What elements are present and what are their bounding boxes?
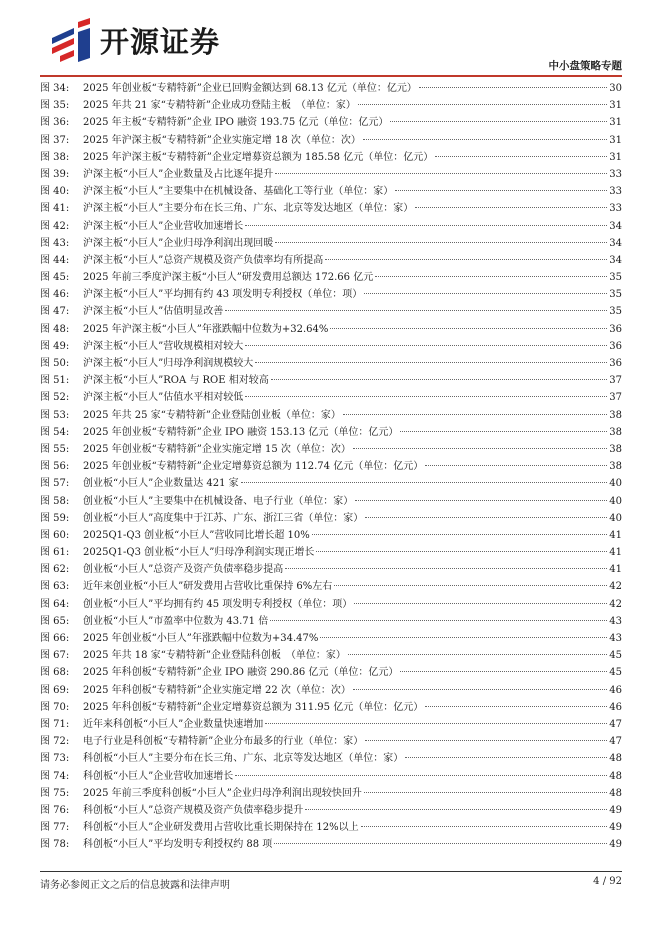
toc-dot-leader: [425, 465, 607, 466]
toc-dot-leader: [353, 689, 607, 690]
toc-figure-number: 图 35:: [40, 100, 70, 112]
toc-figure-title: 沪深主板“小巨人”归母净利润规模较大: [83, 358, 254, 369]
toc-figure-title: 2025 年科创板“专精特新”企业定增募资总额为 311.95 亿元（单位：亿元）: [83, 701, 424, 713]
toc-entry[interactable]: [40, 321, 622, 338]
toc-figure-number: 图 38:: [40, 151, 70, 163]
toc-page-number: 34: [609, 237, 622, 249]
toc-dot-leader: [419, 87, 607, 88]
toc-dot-leader: [364, 293, 607, 294]
toc-figure-title: 2025 年沪深主板“专精特新”企业实施定增 18 次（单位：次）: [83, 134, 361, 146]
toc-dot-leader: [312, 534, 608, 535]
toc-figure-title: 沪深主板“小巨人”主要分布在长三角、广东、北京等发达地区（单位：家）: [83, 203, 414, 215]
toc-figure-number: 图 69:: [40, 684, 70, 696]
toc-figure-number: 图 66:: [40, 633, 70, 644]
toc-dot-leader: [316, 551, 607, 552]
toc-figure-title: 2025 年科创板“专精特新”企业 IPO 融资 290.86 亿元（单位：亿元）: [83, 667, 399, 679]
toc-figure-title: 2025 年科创板“专精特新”企业实施定增 22 次（单位：次）: [83, 684, 351, 696]
toc-dot-leader: [355, 500, 607, 501]
toc-figure-title: 科创板“小巨人”总资产规模及资产负债率稳步提升: [83, 804, 304, 816]
toc-dot-leader: [395, 190, 607, 191]
toc-entry[interactable]: [40, 166, 622, 183]
toc-figure-title: 2025 年主板“专精特新”企业 IPO 融资 193.75 亿元（单位：亿元）: [83, 117, 389, 129]
toc-page-number: 41: [609, 547, 622, 559]
toc-entry[interactable]: [40, 819, 622, 836]
toc-page-number: 33: [609, 203, 622, 215]
toc-figure-number: 图 54:: [40, 426, 70, 438]
toc-entry[interactable]: [40, 149, 622, 166]
toc-dot-leader: [358, 104, 607, 105]
toc-figure-title: 2025 年创业板“专精特新”企业定增募资总额为 112.74 亿元（单位：亿元）: [83, 461, 424, 473]
toc-entry[interactable]: [40, 475, 622, 492]
toc-figure-title: 2025 年前三季度科创板“小巨人”企业归母净利润出现较快回升: [83, 787, 362, 799]
toc-dot-leader: [334, 585, 607, 586]
toc-dot-leader: [245, 396, 607, 397]
toc-entry[interactable]: [40, 424, 622, 441]
toc-figure-number: 图 44:: [40, 254, 70, 266]
toc-figure-number: 图 53:: [40, 409, 70, 421]
toc-entry[interactable]: [40, 269, 622, 286]
toc-figure-number: 图 73:: [40, 753, 70, 765]
toc-figure-title: 沪深主板“小巨人”企业数量及占比逐年提升: [83, 168, 274, 180]
toc-dot-leader: [364, 792, 607, 793]
toc-figure-number: 图 76:: [40, 804, 70, 816]
toc-page-number: 31: [609, 151, 622, 163]
toc-page-number: 31: [609, 100, 622, 112]
toc-page-number: 38: [609, 461, 622, 473]
toc-figure-number: 图 51:: [40, 375, 70, 387]
toc-figure-number: 图 68:: [40, 667, 70, 679]
toc-figure-number: 图 74:: [40, 770, 70, 782]
toc-dot-leader: [325, 259, 607, 260]
toc-figure-number: 图 70:: [40, 701, 70, 713]
toc-entry[interactable]: [40, 699, 622, 716]
toc-dot-leader: [265, 723, 607, 724]
toc-figure-title: 沪深主板“小巨人”估值明显改善: [83, 306, 224, 318]
toc-dot-leader: [435, 156, 607, 157]
toc-figure-number: 图 62:: [40, 564, 70, 576]
toc-page-number: 36: [609, 340, 622, 352]
toc-figure-title: 创业板“小巨人”市盈率中位数为 43.71 倍: [83, 615, 269, 627]
toc-figure-number: 图 59:: [40, 512, 70, 524]
toc-dot-leader: [275, 242, 607, 243]
toc-figure-title: 沪深主板“小巨人”企业营收加速增长: [83, 220, 244, 232]
toc-figure-number: 图 46:: [40, 289, 70, 301]
toc-entry[interactable]: [40, 733, 622, 750]
toc-entry[interactable]: [40, 218, 622, 235]
toc-dot-leader: [305, 809, 607, 810]
toc-figure-number: 图 48:: [40, 323, 70, 335]
toc-figure-number: 图 58:: [40, 495, 70, 507]
toc-figure-number: 图 72:: [40, 736, 70, 748]
toc-entry[interactable]: [40, 802, 622, 819]
toc-dot-leader: [245, 225, 607, 226]
toc-dot-leader: [365, 517, 607, 518]
toc-page-number: 45: [609, 667, 622, 679]
toc-entry[interactable]: [40, 578, 622, 595]
toc-entry[interactable]: [40, 303, 622, 320]
toc-entry[interactable]: [40, 613, 622, 630]
toc-dot-leader: [365, 740, 607, 741]
toc-dot-leader: [400, 671, 607, 672]
toc-figure-title: 沪深主板“小巨人”总资产规模及资产负债率均有所提高: [83, 254, 324, 266]
toc-figure-number: 图 52:: [40, 392, 70, 404]
toc-page-number: 35: [609, 272, 622, 284]
toc-page-number: 41: [609, 529, 622, 541]
toc-page-number: 38: [609, 409, 622, 421]
toc-page-number: 40: [609, 512, 622, 524]
toc-figure-title: 2025 年沪深主板“专精特新”企业定增募资总额为 185.58 亿元（单位：亿元）: [83, 151, 434, 163]
toc-entry[interactable]: [40, 682, 622, 699]
toc-figure-title: 2025 年共 25 家“专精特新”企业登陆创业板（单位：家）: [83, 409, 341, 421]
toc-entry[interactable]: [40, 768, 622, 785]
toc-figure-title: 沪深主板“小巨人”平均拥有约 43 项发明专利授权（单位：项）: [83, 289, 363, 301]
toc-page-number: 45: [609, 650, 622, 662]
toc-figure-number: 图 50:: [40, 358, 70, 369]
toc-dot-leader: [320, 637, 607, 638]
toc-page-number: 49: [609, 822, 622, 834]
toc-page-number: 38: [609, 426, 622, 438]
toc-entry[interactable]: [40, 80, 622, 97]
toc-figure-title: 2025 年沪深主板“小巨人”年涨跌幅中位数为+32.64%: [83, 323, 329, 335]
toc-page-number: 36: [609, 358, 622, 369]
toc-figure-number: 图 71:: [40, 718, 70, 730]
toc-page-number: 42: [609, 581, 622, 593]
toc-dot-leader: [225, 310, 607, 311]
toc-figure-number: 图 63:: [40, 581, 70, 593]
toc-page-number: 36: [609, 323, 622, 335]
toc-page-number: 35: [609, 306, 622, 318]
toc-figure-title: 2025 年创业板“专精特新”企业实施定增 15 次（单位：次）: [83, 443, 351, 455]
toc-page-number: 35: [609, 289, 622, 301]
toc-entry[interactable]: [40, 458, 622, 475]
toc-figure-number: 图 34:: [40, 83, 70, 94]
toc-figure-number: 图 40:: [40, 186, 70, 198]
toc-figure-title: 2025 年共 18 家“专精特新”企业登陆科创板 （单位：家）: [83, 650, 346, 662]
toc-dot-leader: [354, 603, 607, 604]
toc-figure-title: 科创板“小巨人”主要分布在长三角、广东、北京等发达地区（单位：家）: [83, 753, 404, 765]
toc-figure-number: 图 37:: [40, 134, 70, 146]
toc-figure-number: 图 45:: [40, 272, 70, 284]
toc-entry[interactable]: [40, 647, 622, 664]
toc-page-number: 31: [609, 117, 622, 129]
toc-page-number: 49: [609, 839, 622, 851]
figure-table-of-contents: [40, 80, 622, 853]
toc-entry[interactable]: [40, 114, 622, 131]
toc-figure-title: 创业板“小巨人”高度集中于江苏、广东、浙江三省（单位：家）: [83, 512, 364, 524]
toc-page-number: 33: [609, 168, 622, 180]
toc-page-number: 34: [609, 220, 622, 232]
toc-page-number: 48: [609, 770, 622, 782]
toc-entry[interactable]: [40, 441, 622, 458]
toc-entry[interactable]: [40, 527, 622, 544]
toc-dot-leader: [245, 345, 607, 346]
toc-page-number: 37: [609, 392, 622, 404]
toc-dot-leader: [400, 431, 607, 432]
toc-page-number: 49: [609, 804, 622, 816]
toc-figure-title: 沪深主板“小巨人”估值水平相对较低: [83, 392, 244, 404]
toc-dot-leader: [270, 620, 607, 621]
kaiyuan-logo-icon: [48, 18, 94, 62]
toc-entry[interactable]: [40, 235, 622, 252]
toc-figure-number: 图 41:: [40, 203, 70, 215]
toc-dot-leader: [275, 173, 607, 174]
toc-figure-number: 图 55:: [40, 443, 70, 455]
toc-figure-title: 2025Q1-Q3 创业板“小巨人”归母净利润实现正增长: [83, 547, 315, 559]
toc-dot-leader: [375, 276, 607, 277]
toc-entry[interactable]: [40, 338, 622, 355]
toc-entry[interactable]: [40, 785, 622, 802]
toc-figure-number: 图 61:: [40, 547, 70, 559]
toc-figure-number: 图 49:: [40, 340, 70, 352]
toc-figure-title: 2025 年前三季度沪深主板“小巨人”研发费用总额达 172.66 亿元: [83, 272, 374, 284]
toc-page-number: 30: [609, 83, 622, 94]
toc-page-number: 31: [609, 134, 622, 146]
toc-figure-number: 图 43:: [40, 237, 70, 249]
toc-figure-title: 沪深主板“小巨人”营收规模相对较大: [83, 340, 244, 352]
toc-figure-title: 近年来科创板“小巨人”企业数量快速增加: [83, 718, 264, 730]
toc-dot-leader: [330, 328, 607, 329]
toc-figure-number: 图 67:: [40, 650, 70, 662]
toc-dot-leader: [348, 654, 607, 655]
toc-page-number: 41: [609, 564, 622, 576]
toc-entry[interactable]: [40, 510, 622, 527]
report-type: 中小盘策略专题: [548, 60, 622, 72]
toc-entry[interactable]: [40, 750, 622, 767]
toc-dot-leader: [353, 448, 607, 449]
toc-entry[interactable]: [40, 389, 622, 406]
toc-entry[interactable]: [40, 630, 622, 647]
toc-figure-number: 图 64:: [40, 598, 70, 610]
toc-page-number: 48: [609, 787, 622, 799]
footer-disclaimer: 请务必参阅正文之后的信息披露和法律声明: [40, 880, 230, 891]
toc-page-number: 47: [609, 736, 622, 748]
toc-dot-leader: [405, 757, 607, 758]
toc-figure-title: 2025 年共 21 家“专精特新”企业成功登陆主板 （单位：家）: [83, 100, 356, 112]
toc-figure-title: 2025 年创业板“小巨人”年涨跌幅中位数为+34.47%: [83, 633, 319, 644]
toc-page-number: 43: [609, 633, 622, 644]
toc-figure-number: 图 75:: [40, 787, 70, 799]
toc-page-number: 38: [609, 443, 622, 455]
toc-entry[interactable]: [40, 200, 622, 217]
toc-page-number: 40: [609, 495, 622, 507]
toc-dot-leader: [285, 568, 607, 569]
toc-page-number: 43: [609, 615, 622, 627]
toc-entry[interactable]: [40, 836, 622, 853]
toc-figure-title: 2025 年创业板“专精特新”企业 IPO 融资 153.13 亿元（单位：亿元）: [83, 426, 399, 438]
toc-figure-title: 2025Q1-Q3 创业板“小巨人”营收同比增长超 10%: [83, 529, 310, 541]
toc-dot-leader: [415, 207, 607, 208]
page-number: 4 / 92: [593, 876, 622, 887]
toc-page-number: 42: [609, 598, 622, 610]
toc-entry[interactable]: [40, 355, 622, 372]
toc-figure-number: 图 47:: [40, 306, 70, 318]
toc-page-number: 37: [609, 375, 622, 387]
toc-dot-leader: [343, 414, 607, 415]
toc-page-number: 34: [609, 254, 622, 266]
toc-figure-title: 创业板“小巨人”平均拥有约 45 项发明专利授权（单位：项）: [83, 598, 353, 610]
toc-figure-number: 图 77:: [40, 822, 70, 834]
toc-entry[interactable]: [40, 407, 622, 424]
toc-figure-title: 沪深主板“小巨人”企业归母净利润出现回暖: [83, 237, 274, 249]
toc-page-number: 46: [609, 701, 622, 713]
toc-figure-title: 科创板“小巨人”企业研发费用占营收比重长期保持在 12%以上: [83, 822, 359, 834]
toc-entry[interactable]: [40, 596, 622, 613]
toc-dot-leader: [425, 706, 607, 707]
toc-figure-number: 图 56:: [40, 461, 70, 473]
toc-page-number: 48: [609, 753, 622, 765]
footer-divider: [40, 871, 622, 872]
toc-entry[interactable]: [40, 561, 622, 578]
toc-figure-number: 图 57:: [40, 478, 70, 490]
toc-figure-title: 科创板“小巨人”企业营收加速增长: [83, 770, 234, 782]
toc-page-number: 40: [609, 478, 622, 490]
toc-figure-number: 图 65:: [40, 615, 70, 627]
toc-figure-number: 图 36:: [40, 117, 70, 129]
toc-entry[interactable]: [40, 664, 622, 681]
toc-figure-title: 电子行业是科创板“专精特新”企业分布最多的行业（单位：家）: [83, 736, 364, 748]
page-header: [0, 0, 662, 76]
toc-entry[interactable]: [40, 97, 622, 114]
toc-entry[interactable]: [40, 493, 622, 510]
toc-figure-number: 图 60:: [40, 529, 70, 541]
header-divider: [40, 75, 622, 77]
toc-entry[interactable]: [40, 716, 622, 733]
toc-dot-leader: [363, 139, 607, 140]
toc-entry[interactable]: [40, 252, 622, 269]
toc-figure-number: 图 42:: [40, 220, 70, 232]
toc-entry[interactable]: [40, 183, 622, 200]
toc-figure-title: 创业板“小巨人”总资产及资产负债率稳步提高: [83, 564, 284, 576]
toc-page-number: 33: [609, 186, 622, 198]
toc-dot-leader: [241, 482, 608, 483]
toc-figure-title: 沪深主板“小巨人”ROA 与 ROE 相对较高: [83, 375, 269, 387]
toc-dot-leader: [390, 121, 607, 122]
toc-figure-title: 创业板“小巨人”主要集中在机械设备、电子行业（单位：家）: [83, 495, 354, 507]
toc-figure-title: 近年来创业板“小巨人”研发费用占营收比重保持 6%左右: [83, 581, 333, 593]
company-name: 开源证券: [100, 25, 221, 59]
toc-entry[interactable]: [40, 544, 622, 561]
toc-entry[interactable]: [40, 132, 622, 149]
toc-dot-leader: [271, 379, 608, 380]
toc-page-number: 47: [609, 718, 622, 730]
toc-figure-title: 创业板“小巨人”企业数量达 421 家: [83, 478, 239, 490]
toc-dot-leader: [255, 362, 607, 363]
toc-figure-number: 图 39:: [40, 168, 70, 180]
toc-entry[interactable]: [40, 286, 622, 303]
toc-figure-title: 沪深主板“小巨人”主要集中在机械设备、基础化工等行业（单位：家）: [83, 186, 394, 198]
toc-figure-title: 2025 年创业板“专精特新”企业已回购金额达到 68.13 亿元（单位：亿元）: [83, 83, 417, 94]
toc-entry[interactable]: [40, 372, 622, 389]
toc-dot-leader: [361, 826, 608, 827]
toc-dot-leader: [274, 843, 607, 844]
toc-dot-leader: [235, 775, 607, 776]
toc-figure-number: 图 78:: [40, 839, 70, 851]
toc-figure-title: 科创板“小巨人”平均发明专利授权约 88 项: [83, 839, 273, 851]
toc-page-number: 46: [609, 684, 622, 696]
